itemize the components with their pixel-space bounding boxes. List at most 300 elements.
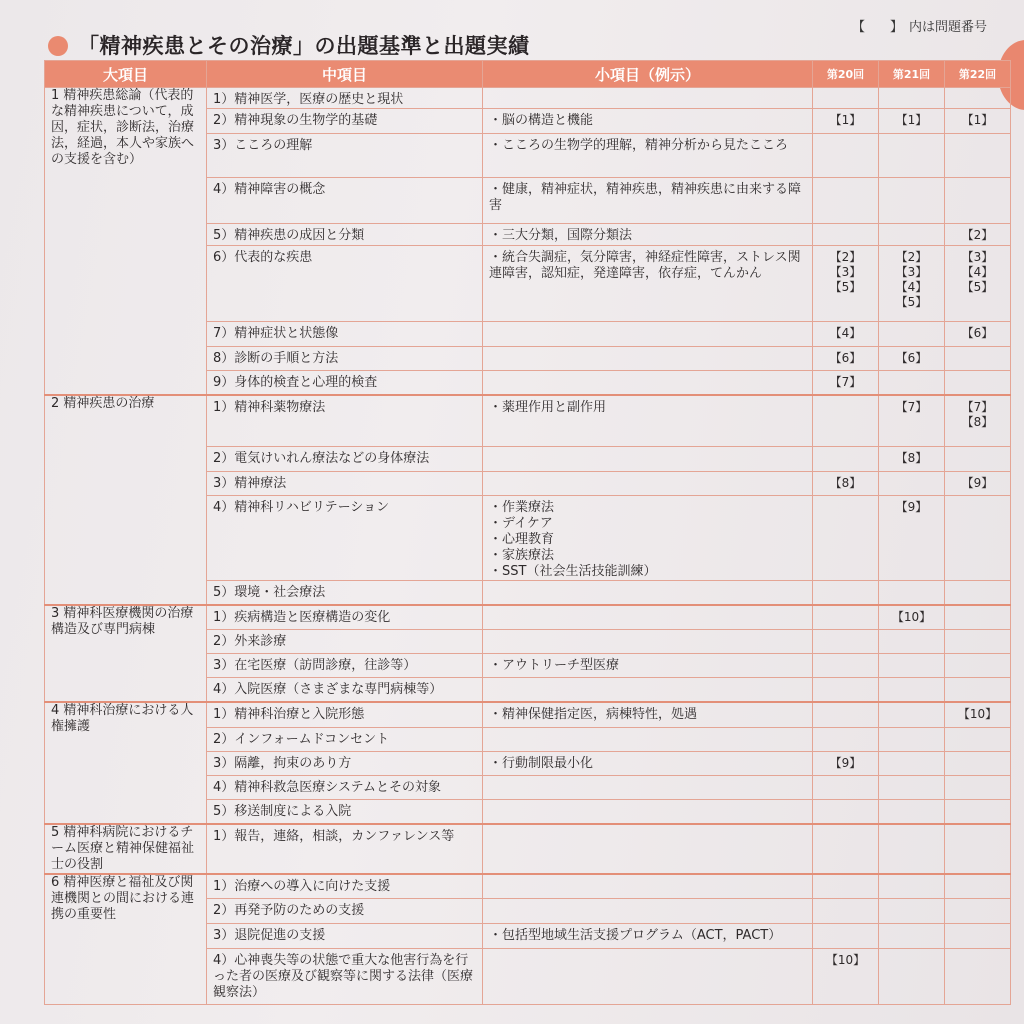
question-number-cell-r21 xyxy=(879,776,945,800)
mid-item-text: 3）こころの理解 xyxy=(213,138,313,153)
question-number-cell-r22 xyxy=(945,395,1011,447)
example-item-cell xyxy=(483,347,813,371)
mid-item-cell xyxy=(207,776,483,800)
example-item-text xyxy=(489,322,806,326)
mid-item-cell xyxy=(207,246,483,322)
question-number-list xyxy=(885,728,938,732)
example-item-text: ・統合失調症，気分障害，神経症性障害，ストレス関連障害，認知症，発達障害，依存症，てんかん xyxy=(489,250,801,281)
question-number-cell-r21 xyxy=(879,899,945,924)
table-row xyxy=(45,605,1011,630)
example-item-text xyxy=(489,825,806,829)
example-item-cell xyxy=(483,800,813,824)
question-number-list: 【2】 【3】 【5】 xyxy=(829,250,862,294)
example-item-text: ・薬理作用と副作用 xyxy=(489,399,607,415)
question-number-list xyxy=(885,581,938,585)
question-number-list xyxy=(951,800,1004,804)
question-number-cell-r22 xyxy=(945,899,1011,924)
col-example-header: 小項目（例示） xyxy=(483,61,813,88)
question-number-list xyxy=(819,581,872,585)
example-item-cell xyxy=(483,496,813,581)
question-number-cell-r21 xyxy=(879,800,945,824)
question-number-list xyxy=(885,800,938,804)
question-number-cell-r21 xyxy=(879,472,945,496)
mid-item-text: 5）精神疾患の成因と分類 xyxy=(213,228,365,243)
title-row xyxy=(48,30,948,62)
mid-item-cell xyxy=(207,702,483,728)
mid-item-text: 2）再発予防のための支援 xyxy=(213,903,365,918)
question-number-cell-r20 xyxy=(813,371,879,395)
question-number-list xyxy=(819,899,872,903)
table-header-row xyxy=(45,61,1011,88)
question-number-list xyxy=(819,776,872,780)
question-number-list xyxy=(951,776,1004,780)
question-number-cell-r21 xyxy=(879,88,945,109)
question-number-cell-r20 xyxy=(813,395,879,447)
example-item-text: ・行動制限最小化 xyxy=(489,756,594,771)
question-number-cell-r22 xyxy=(945,224,1011,246)
example-item-text xyxy=(489,776,806,780)
mid-item-cell xyxy=(207,581,483,605)
question-number-cell-r21 xyxy=(879,347,945,371)
question-number-list xyxy=(885,949,938,953)
mid-item-cell xyxy=(207,134,483,178)
question-number-list xyxy=(819,825,872,829)
question-number-list: 【7】 【8】 xyxy=(961,399,994,429)
question-number-list xyxy=(819,447,872,451)
question-number-list xyxy=(819,728,872,732)
col-major-header: 大項目 xyxy=(45,61,207,88)
question-number-cell-r22 xyxy=(945,246,1011,322)
question-number-list: 【7】 xyxy=(895,399,928,414)
question-number-cell-r22 xyxy=(945,178,1011,224)
question-number-list: 【4】 xyxy=(829,326,862,340)
question-number-list: 【8】 xyxy=(829,476,862,490)
question-number-cell-r20 xyxy=(813,472,879,496)
question-number-list: 【1】 xyxy=(895,113,928,127)
question-number-cell-r20 xyxy=(813,322,879,347)
question-number-cell-r20 xyxy=(813,874,879,899)
example-item-cell xyxy=(483,605,813,630)
question-number-cell-r20 xyxy=(813,496,879,581)
example-item-text xyxy=(489,949,806,953)
question-number-list: 【6】 xyxy=(961,326,994,340)
mid-item-text: 4）精神科リハビリテーション xyxy=(213,500,390,515)
question-number-list xyxy=(951,371,1004,375)
mid-item-cell xyxy=(207,678,483,702)
bullet-dot-icon xyxy=(48,36,68,56)
question-number-cell-r20 xyxy=(813,776,879,800)
question-number-list xyxy=(819,606,872,610)
mid-item-cell xyxy=(207,178,483,224)
example-item-text xyxy=(489,875,806,879)
question-number-list xyxy=(885,224,938,228)
col-mid-header: 中項目 xyxy=(207,61,483,88)
example-item-text xyxy=(489,88,806,92)
question-number-cell-r20 xyxy=(813,728,879,752)
example-item-cell xyxy=(483,678,813,702)
table-row xyxy=(45,702,1011,728)
question-number-cell-r20 xyxy=(813,109,879,134)
question-number-list xyxy=(951,496,1004,500)
table-body xyxy=(45,88,1011,1005)
question-number-cell-r21 xyxy=(879,728,945,752)
question-number-cell-r21 xyxy=(879,178,945,224)
question-number-list xyxy=(885,875,938,879)
example-item-cell xyxy=(483,88,813,109)
question-number-list xyxy=(885,371,938,375)
mid-item-text: 2）外来診療 xyxy=(213,634,287,649)
major-item-cell: 2 精神疾患の治療 xyxy=(45,395,207,605)
question-number-cell-r21 xyxy=(879,371,945,395)
mid-item-text: 4）入院医療（さまざまな専門病棟等） xyxy=(213,682,443,697)
example-item-cell xyxy=(483,630,813,654)
question-number-list: 【1】 xyxy=(961,113,994,127)
question-number-list xyxy=(951,875,1004,879)
question-number-list: 【7】 xyxy=(829,375,862,389)
question-number-cell-r22 xyxy=(945,924,1011,949)
example-item-text: ・アウトリーチ型医療 xyxy=(489,658,620,673)
question-number-list xyxy=(885,472,938,476)
example-item-text xyxy=(489,800,806,804)
mid-item-cell xyxy=(207,496,483,581)
question-number-cell-r20 xyxy=(813,134,879,178)
question-number-cell-r20 xyxy=(813,246,879,322)
question-number-list xyxy=(951,630,1004,634)
mid-item-text: 8）診断の手順と方法 xyxy=(213,351,339,366)
question-number-list xyxy=(951,825,1004,829)
mid-item-cell xyxy=(207,109,483,134)
major-item-cell: 3 精神科医療機関の治療構造及び専門病棟 xyxy=(45,605,207,702)
question-number-cell-r20 xyxy=(813,581,879,605)
mid-item-cell xyxy=(207,630,483,654)
question-number-list xyxy=(819,800,872,804)
question-number-list: 【9】 xyxy=(961,476,994,490)
question-number-cell-r20 xyxy=(813,752,879,776)
example-item-cell xyxy=(483,728,813,752)
col-rev20-header: 第20回 xyxy=(813,61,879,88)
table-row xyxy=(45,874,1011,899)
mid-item-cell xyxy=(207,924,483,949)
question-number-list xyxy=(951,88,1004,92)
question-number-cell-r20 xyxy=(813,678,879,702)
example-item-cell xyxy=(483,776,813,800)
mid-item-cell xyxy=(207,899,483,924)
question-number-list: 【2】 xyxy=(961,228,994,242)
question-number-cell-r21 xyxy=(879,630,945,654)
question-number-cell-r22 xyxy=(945,949,1011,1005)
example-item-cell xyxy=(483,654,813,678)
example-item-text xyxy=(489,347,806,351)
question-number-list xyxy=(951,178,1004,182)
example-item-text xyxy=(489,678,806,682)
example-item-cell xyxy=(483,899,813,924)
example-item-text: ・精神保健指定医，病棟特性，処遇 xyxy=(489,706,698,722)
mid-item-text: 4）精神障害の概念 xyxy=(213,182,326,197)
question-number-cell-r20 xyxy=(813,347,879,371)
mid-item-text: 3）退院促進の支援 xyxy=(213,928,326,943)
question-number-cell-r22 xyxy=(945,581,1011,605)
question-number-cell-r22 xyxy=(945,472,1011,496)
question-number-list xyxy=(819,88,872,92)
question-number-list xyxy=(885,322,938,326)
question-number-list xyxy=(951,447,1004,451)
mid-item-text: 1）疾病構造と医療構造の変化 xyxy=(213,609,391,625)
question-number-list: 【6】 xyxy=(829,351,862,365)
question-number-cell-r22 xyxy=(945,371,1011,395)
question-number-list xyxy=(819,496,872,500)
legend-bracket: 【 】 xyxy=(852,20,910,35)
example-item-cell xyxy=(483,924,813,949)
question-number-list xyxy=(819,224,872,228)
example-item-text xyxy=(489,447,806,451)
mid-item-text: 1）精神科治療と入院形態 xyxy=(213,706,365,722)
question-number-cell-r22 xyxy=(945,800,1011,824)
example-item-cell xyxy=(483,109,813,134)
question-number-list xyxy=(951,924,1004,928)
mid-item-text: 1）精神科薬物療法 xyxy=(213,399,326,415)
table-row xyxy=(45,824,1011,874)
example-item-cell xyxy=(483,224,813,246)
col-rev21-header: 第21回 xyxy=(879,61,945,88)
question-number-list xyxy=(819,678,872,682)
question-number-list xyxy=(885,776,938,780)
question-number-list xyxy=(885,703,938,707)
question-number-cell-r22 xyxy=(945,824,1011,874)
question-number-list xyxy=(885,654,938,658)
mid-item-text: 4）心神喪失等の状態で重大な他害行為を行った者の医療及び観察等に関する法律（医療観察法） xyxy=(213,953,474,1000)
legend-text: 内は問題番号 xyxy=(909,20,988,35)
question-number-list xyxy=(819,396,872,400)
example-item-cell xyxy=(483,472,813,496)
mid-item-text: 2）精神現象の生物学的基礎 xyxy=(213,113,378,128)
question-number-cell-r22 xyxy=(945,605,1011,630)
question-number-cell-r21 xyxy=(879,654,945,678)
question-number-list xyxy=(885,630,938,634)
table-row xyxy=(45,395,1011,447)
mid-item-cell xyxy=(207,224,483,246)
question-number-cell-r22 xyxy=(945,874,1011,899)
question-number-cell-r22 xyxy=(945,496,1011,581)
question-number-cell-r21 xyxy=(879,496,945,581)
mid-item-text: 3）隔離，拘束のあり方 xyxy=(213,756,352,771)
question-number-list xyxy=(819,178,872,182)
question-number-list xyxy=(885,752,938,756)
question-number-list xyxy=(885,178,938,182)
question-number-list xyxy=(951,949,1004,953)
mid-item-cell xyxy=(207,322,483,347)
mid-item-cell xyxy=(207,800,483,824)
mid-item-text: 7）精神症状と状態像 xyxy=(213,326,339,341)
example-item-cell xyxy=(483,322,813,347)
question-number-cell-r22 xyxy=(945,88,1011,109)
question-number-list xyxy=(819,875,872,879)
example-item-text xyxy=(489,728,806,732)
question-number-cell-r20 xyxy=(813,949,879,1005)
mid-item-cell xyxy=(207,605,483,630)
question-number-cell-r20 xyxy=(813,630,879,654)
question-number-list xyxy=(885,924,938,928)
mid-item-cell xyxy=(207,447,483,472)
question-number-list: 【1】 xyxy=(829,113,862,127)
question-number-cell-r22 xyxy=(945,322,1011,347)
example-item-text xyxy=(489,606,806,610)
example-item-cell xyxy=(483,702,813,728)
question-number-list xyxy=(819,703,872,707)
question-number-cell-r22 xyxy=(945,630,1011,654)
example-item-cell xyxy=(483,752,813,776)
mid-item-cell xyxy=(207,824,483,874)
question-number-list xyxy=(951,134,1004,138)
question-number-cell-r22 xyxy=(945,109,1011,134)
major-item-cell: 1 精神疾患総論（代表的な精神疾患について，成因，症状，診断法，治療法，経過，本人や家族への支援を含む） xyxy=(45,88,207,395)
question-number-cell-r22 xyxy=(945,752,1011,776)
question-number-cell-r20 xyxy=(813,224,879,246)
question-number-cell-r21 xyxy=(879,824,945,874)
mid-item-cell xyxy=(207,949,483,1005)
question-number-list xyxy=(951,347,1004,351)
example-item-cell xyxy=(483,395,813,447)
table-row xyxy=(45,88,1011,109)
example-item-text xyxy=(489,899,806,903)
mid-item-text: 4）精神科救急医療システムとその対象 xyxy=(213,780,441,795)
question-number-cell-r21 xyxy=(879,874,945,899)
question-number-list: 【8】 xyxy=(895,451,928,465)
mid-item-cell xyxy=(207,347,483,371)
question-number-list: 【6】 xyxy=(895,351,928,365)
page-title: 「精神疾患とその治療」の出題基準と出題実績 xyxy=(78,34,530,58)
question-number-cell-r20 xyxy=(813,800,879,824)
question-number-list xyxy=(819,630,872,634)
question-number-list xyxy=(951,678,1004,682)
question-number-cell-r21 xyxy=(879,322,945,347)
question-number-list: 【9】 xyxy=(829,756,862,770)
question-number-list: 【10】 xyxy=(957,706,998,721)
question-number-cell-r20 xyxy=(813,654,879,678)
mid-item-cell xyxy=(207,752,483,776)
example-item-text: ・三大分類，国際分類法 xyxy=(489,228,633,243)
question-number-cell-r22 xyxy=(945,447,1011,472)
question-number-cell-r22 xyxy=(945,678,1011,702)
exam-criteria-table xyxy=(44,60,1011,1005)
major-item-cell: 4 精神科治療における人権擁護 xyxy=(45,702,207,824)
question-number-cell-r20 xyxy=(813,702,879,728)
question-number-cell-r20 xyxy=(813,924,879,949)
question-number-cell-r21 xyxy=(879,109,945,134)
mid-item-text: 2）電気けいれん療法などの身体療法 xyxy=(213,451,430,466)
question-number-cell-r21 xyxy=(879,447,945,472)
question-number-cell-r21 xyxy=(879,224,945,246)
example-item-cell xyxy=(483,447,813,472)
question-number-cell-r20 xyxy=(813,899,879,924)
example-item-text: ・健康，精神症状，精神疾患，精神疾患に由来する障害 xyxy=(489,182,802,213)
example-item-cell xyxy=(483,581,813,605)
col-rev22-header: 第22回 xyxy=(945,61,1011,88)
mid-item-cell xyxy=(207,88,483,109)
question-number-cell-r21 xyxy=(879,246,945,322)
question-number-cell-r22 xyxy=(945,702,1011,728)
mid-item-cell xyxy=(207,654,483,678)
question-number-cell-r21 xyxy=(879,678,945,702)
example-item-text: ・脳の構造と機能 xyxy=(489,113,594,128)
mid-item-text: 9）身体的検査と心理的検査 xyxy=(213,375,378,390)
mid-item-cell xyxy=(207,371,483,395)
example-item-text: ・こころの生物学的理解，精神分析から見たこころ xyxy=(489,138,789,153)
mid-item-text: 1）精神医学，医療の歴史と現状 xyxy=(213,92,404,107)
example-item-text: ・包括型地域生活支援プログラム（ACT，PACT） xyxy=(489,928,782,943)
question-number-cell-r20 xyxy=(813,447,879,472)
mid-item-text: 5）移送制度による入院 xyxy=(213,804,352,819)
question-number-cell-r22 xyxy=(945,776,1011,800)
question-number-list xyxy=(951,581,1004,585)
question-number-cell-r21 xyxy=(879,581,945,605)
mid-item-cell xyxy=(207,395,483,447)
example-item-text xyxy=(489,581,806,585)
question-number-cell-r21 xyxy=(879,924,945,949)
mid-item-text: 1）治療への導入に向けた支援 xyxy=(213,878,391,894)
example-item-text xyxy=(489,630,806,634)
question-number-list xyxy=(951,606,1004,610)
question-number-list xyxy=(951,899,1004,903)
question-number-cell-r22 xyxy=(945,728,1011,752)
example-item-text xyxy=(489,472,806,476)
question-number-cell-r21 xyxy=(879,134,945,178)
question-number-cell-r21 xyxy=(879,702,945,728)
mid-item-cell xyxy=(207,874,483,899)
mid-item-text: 3）在宅医療（訪問診療，往診等） xyxy=(213,658,417,673)
question-number-cell-r20 xyxy=(813,605,879,630)
question-number-list: 【10】 xyxy=(825,953,866,967)
example-item-cell xyxy=(483,134,813,178)
mid-item-text: 5）環境・社会療法 xyxy=(213,585,326,600)
question-number-list xyxy=(885,134,938,138)
question-number-list: 【2】 【3】 【4】 【5】 xyxy=(895,250,928,309)
question-number-list xyxy=(819,654,872,658)
mid-item-text: 1）報告，連絡，相談，カンファレンス等 xyxy=(213,828,455,844)
example-item-text: ・作業療法 ・デイケア ・心理教育 ・家族療法 ・SST（社会生活技能訓練） xyxy=(489,500,657,579)
example-item-cell xyxy=(483,246,813,322)
question-number-list xyxy=(885,825,938,829)
question-number-cell-r21 xyxy=(879,949,945,1005)
question-number-list xyxy=(951,728,1004,732)
mid-item-text: 6）代表的な疾患 xyxy=(213,250,313,265)
major-item-cell: 5 精神科病院におけるチーム医療と精神保健福祉士の役割 xyxy=(45,824,207,874)
example-item-cell xyxy=(483,178,813,224)
question-number-cell-r20 xyxy=(813,88,879,109)
question-number-list xyxy=(885,899,938,903)
question-number-cell-r21 xyxy=(879,752,945,776)
question-number-list xyxy=(885,678,938,682)
question-number-cell-r20 xyxy=(813,178,879,224)
question-number-cell-r21 xyxy=(879,605,945,630)
mid-item-cell xyxy=(207,472,483,496)
question-number-cell-r20 xyxy=(813,824,879,874)
example-item-cell xyxy=(483,949,813,1005)
mid-item-cell xyxy=(207,728,483,752)
mid-item-text: 3）精神療法 xyxy=(213,476,287,491)
question-number-list xyxy=(819,924,872,928)
example-item-cell xyxy=(483,371,813,395)
major-item-cell: 6 精神医療と福祉及び関連機関との間における連携の重要性 xyxy=(45,874,207,1005)
question-number-cell-r22 xyxy=(945,134,1011,178)
question-number-list: 【3】 【4】 【5】 xyxy=(961,250,994,294)
question-number-list xyxy=(885,88,938,92)
question-number-list xyxy=(819,134,872,138)
mid-item-text: 2）インフォームドコンセント xyxy=(213,732,390,747)
example-item-cell xyxy=(483,824,813,874)
question-number-cell-r22 xyxy=(945,654,1011,678)
question-number-list: 【10】 xyxy=(891,609,932,624)
example-item-text xyxy=(489,371,806,375)
